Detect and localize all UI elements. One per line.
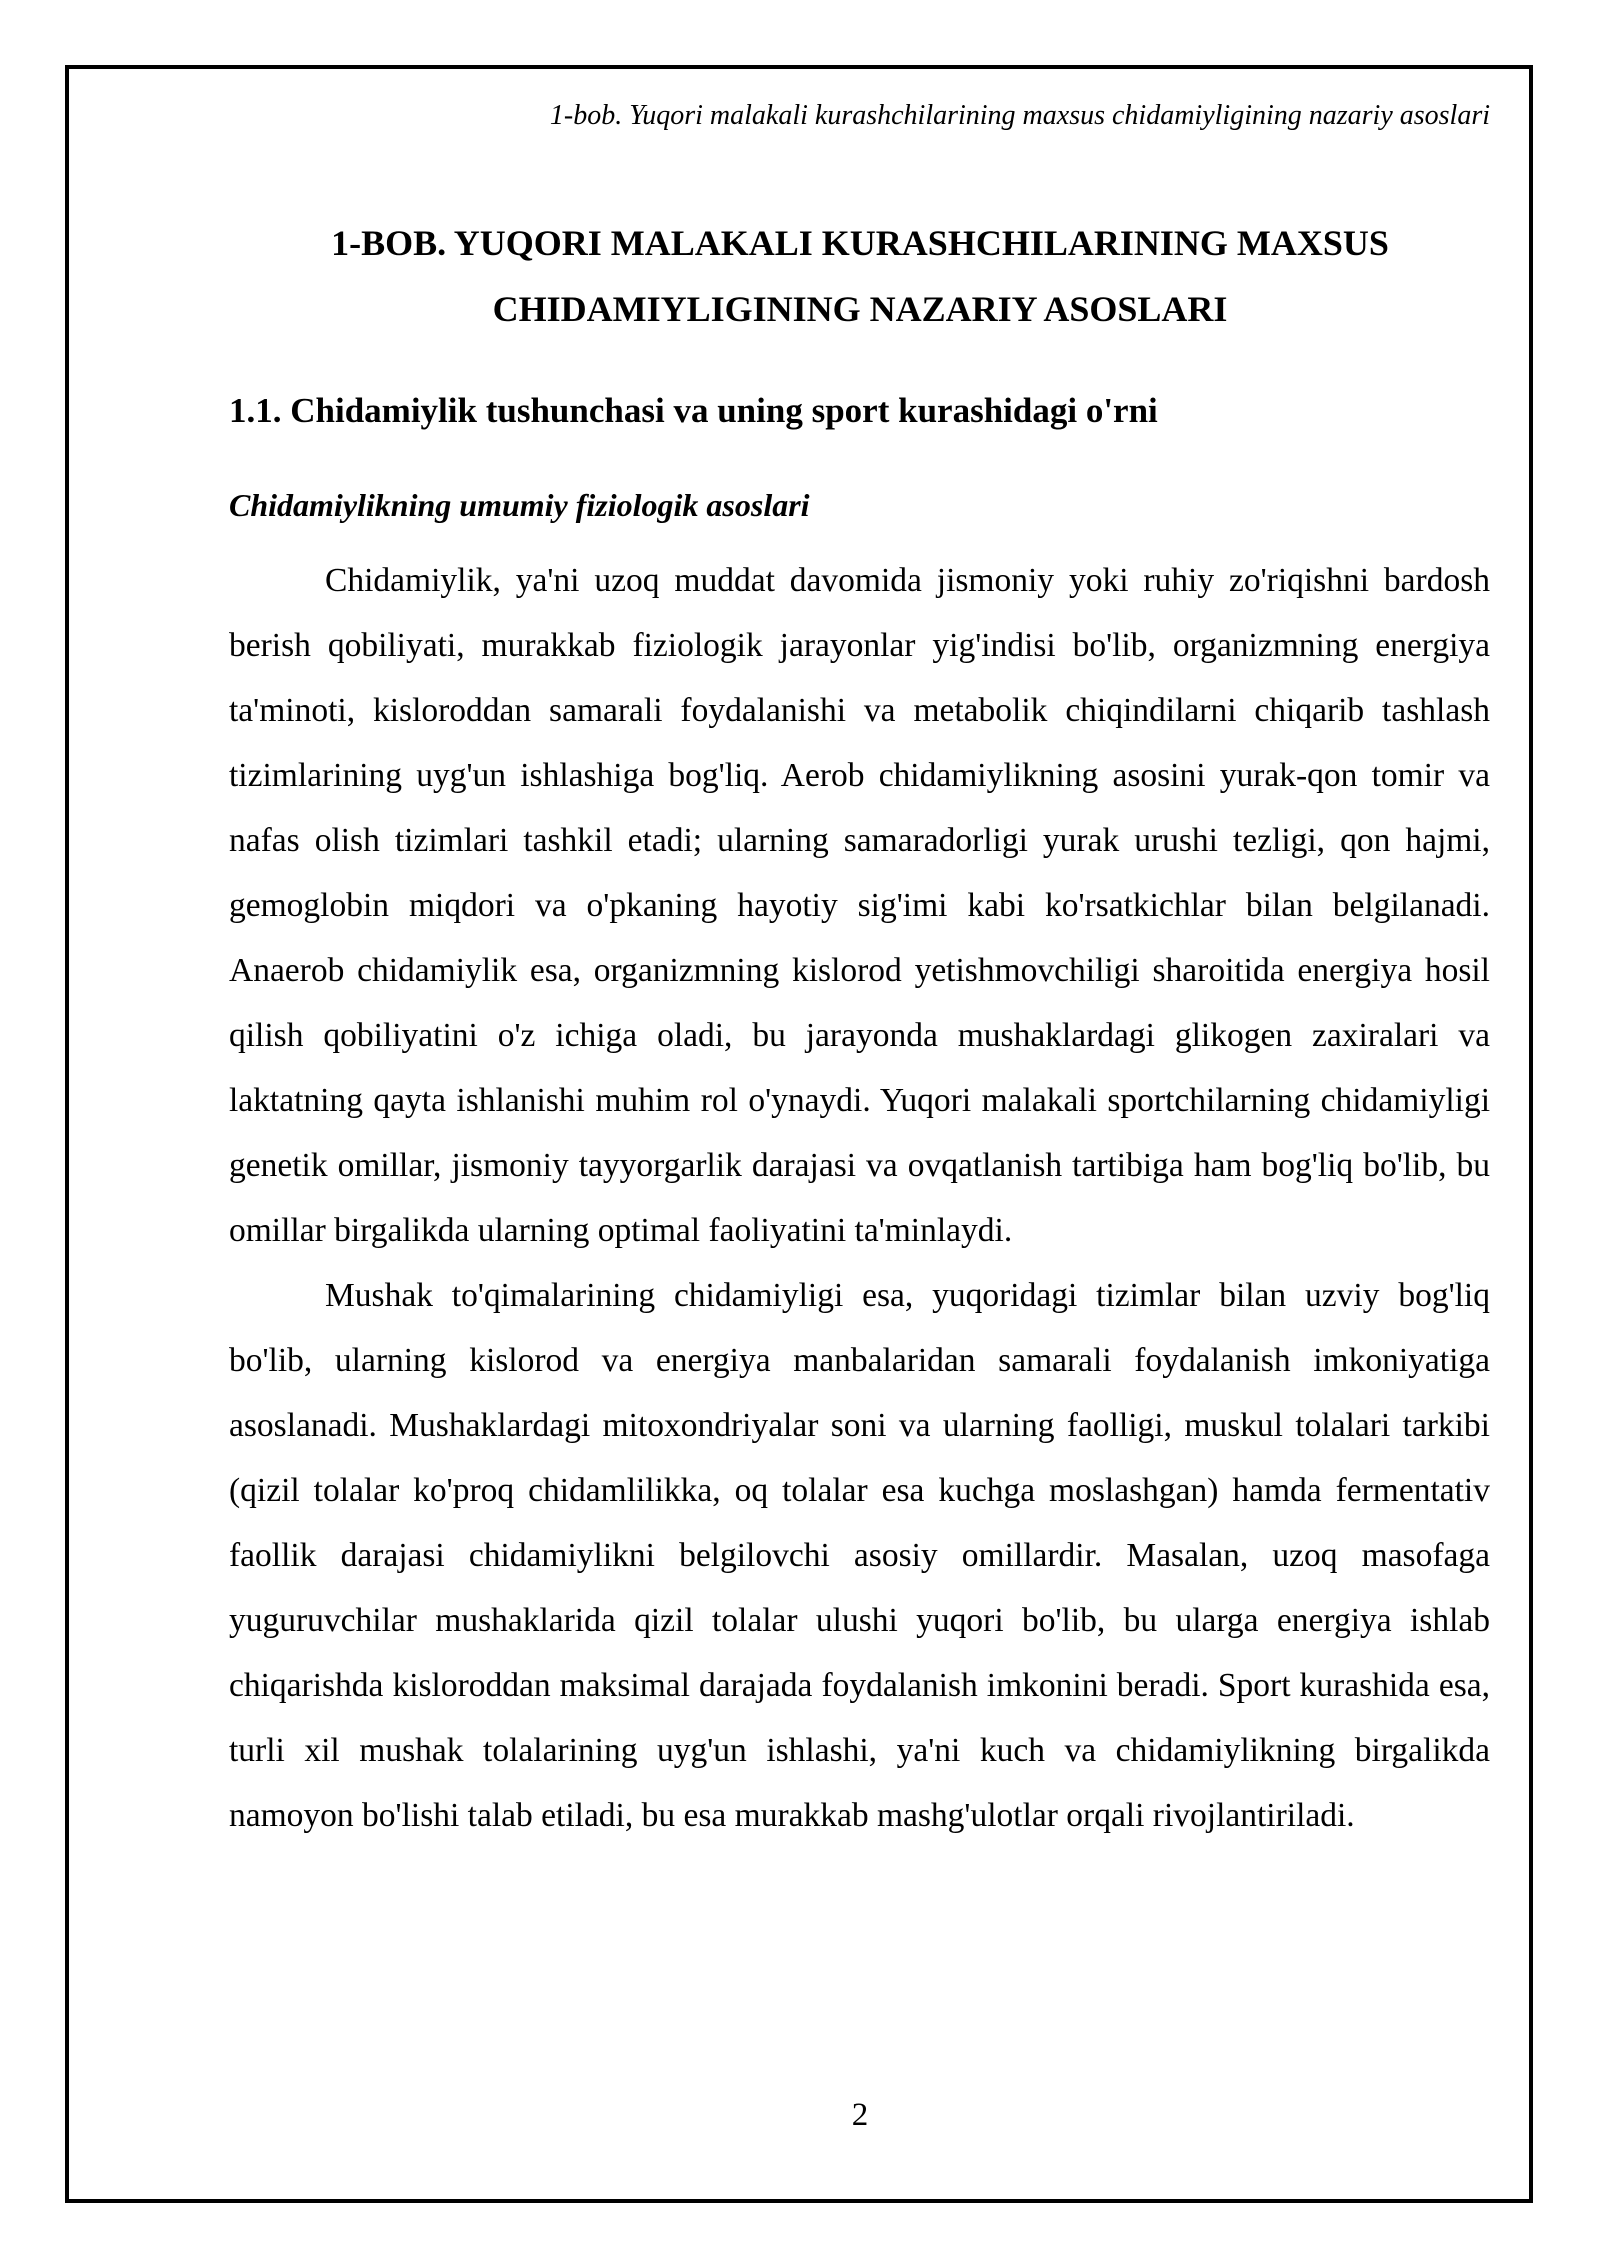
body-paragraph-1: Chidamiylik, ya'ni uzoq muddat davomida jismoniy yoki ruhiy zo'riqishni bardosh berish qobiliyati, murakkab fiziologik jarayonlar yig'indisi bo'lib, organizmning energiya ta'minoti, kisloroddan samarali foydalanishi va metabolik chiqindilarni chiqarib tashlash tizimlarining uyg'un ishlashiga bog'liq. Aerob chidamiylikning asosini yurak-qon tomir va nafas olish tizimlari tashkil etadi; ularning samaradorligi yurak urushi tezligi, qon hajmi, gemoglobin miqdori va o'pkaning hayotiy sig'imi kabi ko'rsatkichlar bilan belgilanadi. Anaerob chidamiylik esa, organizmning kislorod yetishmovchiligi sharoitida energiya hosil qilish qobiliyatini o'z ichiga oladi, bu jarayonda mushaklardagi glikogen zaxiralari va laktatning qayta ishlanishi muhim rol o'ynaydi. Yuqori malakali sportchilarning chidamiyligi genetik omillar, jismoniy tayyorgarlik darajasi va ovqatlanish tartibiga ham bog'liq bo'lib, bu omillar birgalikda ularning optimal faoliyatini ta'minlaydi.	[229, 562, 1490, 1249]
chapter-title-line-1: 1-BOB. YUQORI MALAKALI KURASHCHILARINING MAXSUS	[331, 223, 1389, 263]
running-header: 1-bob. Yuqori malakali kurashchilarining maxsus chidamiyligining nazariy asoslari	[549, 100, 1490, 131]
section-heading: 1.1. Chidamiylik tushunchasi va uning sport kurashidagi o'rni	[229, 391, 1158, 430]
body-paragraph-2: Mushak to'qimalarining chidamiyligi esa, yuqoridagi tizimlar bilan uzviy bog'liq bo'lib, ularning kislorod va energiya manbalaridan samarali foydalanish imkoniyatiga asoslanadi. Mushaklardagi mitoxondriyalar soni va ularning faolligi, muskul tolalari tarkibi (qizil tolalar ko'proq chidamlilikka, oq tolalar esa kuchga moslashgan) hamda fermentativ faollik darajasi chidamiylikni belgilovchi asosiy omillardir. Masalan, uzoq masofaga yuguruvchilar mushaklarida qizil tolalar ulushi yuqori bo'lib, bu ularga energiya ishlab chiqarishda kisloroddan maksimal darajada foydalanish imkonini beradi. Sport kurashida esa, turli xil mushak tolalarining uyg'un ishlashi, ya'ni kuch va chidamiylikning birgalikda namoyon bo'lishi talab etiladi, bu esa murakkab mashg'ulotlar orqali rivojlantiriladi.	[229, 1277, 1490, 1834]
page-number: 2	[851, 2097, 869, 2133]
chapter-title-line-2: CHIDAMIYLIGINING NAZARIY ASOSLARI	[492, 289, 1228, 329]
body-text	[229, 548, 1490, 1848]
chapter-title	[230, 210, 1490, 342]
subsection-heading: Chidamiylikning umumiy fiziologik asoslari	[229, 487, 810, 523]
